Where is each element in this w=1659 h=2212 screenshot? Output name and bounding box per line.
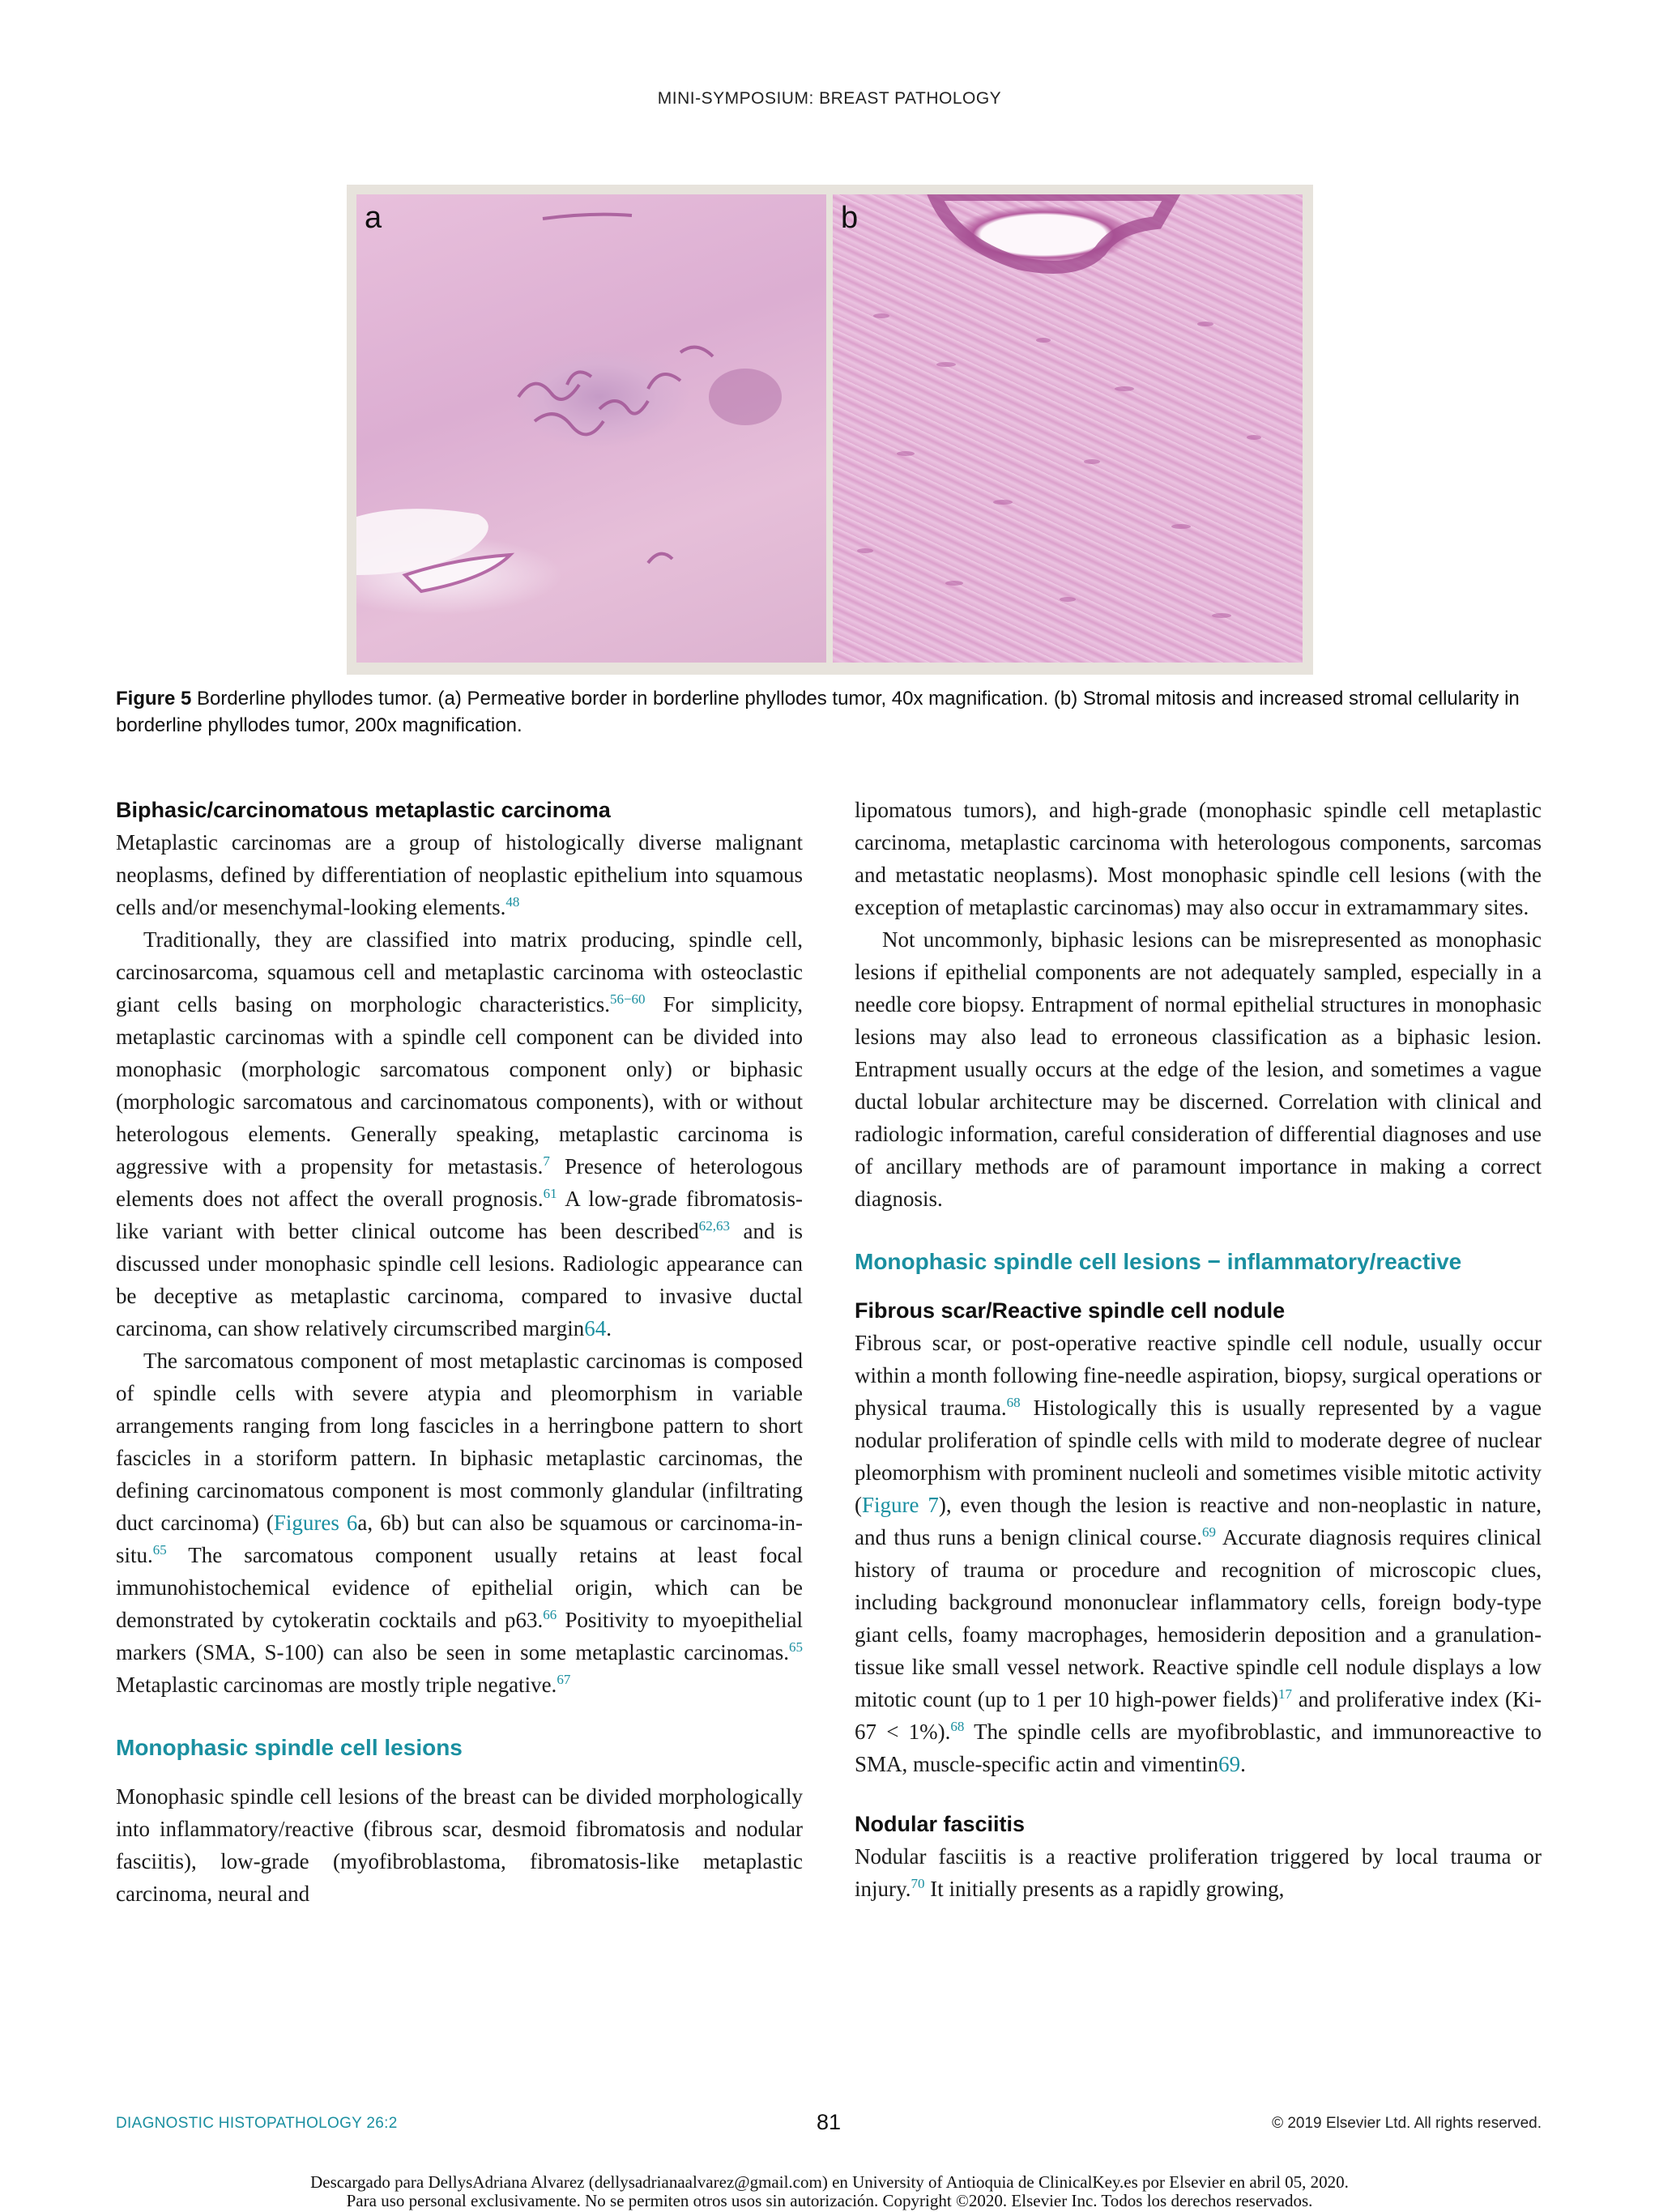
page-footer — [116, 2112, 1542, 2136]
subsection-heading-fibrous-scar: Fibrous scar/Reactive spindle cell nodule — [855, 1298, 1286, 1323]
micrograph-a-drawing — [356, 194, 826, 663]
section-heading-biphasic: Biphasic/carcinomatous metaplastic carcinoma — [116, 798, 611, 822]
right-column — [855, 794, 1542, 1905]
citation[interactable]: 7 — [543, 1153, 550, 1169]
paragraph: lipomatous tumors), and high-grade (monophasic spindle cell metaplastic carcinoma, metaplastic carcinoma with heterologous components, sarcomas and metastatic neoplasms). Most monophasic spindle cell lesions (with the exception of metaplastic carcinomas) may also occur in extramammary sites. — [855, 798, 1542, 919]
paragraph: Fibrous scar, or post-operative reactive spindle cell nodule, usually occur within a month following fine-needle aspiration, biopsy, surgical operations or physical trauma.$^{68}$ Histologically this is usually represented by a vague nodular proliferation of spindle cells with mild to moderate degree of nuclear pleomorphism with prominent nucleoli and sometimes visible mitotic activity (Figure 7), even though the lesion is reactive and non-neoplastic in nature, and thus runs a benign clinical course.$^{69}$ Accurate diagnosis requires clinical history of trauma or procedure and recognition of microscopic clues, including background mononuclear inflammatory cells, foreign body-type giant cells, foamy macrophages, hemosiderin deposition and a granulation-tissue like small vessel network. Reactive spindle cell nodule displays a low mitotic count (up to 1 per 10 high-power fields)$^{17}$ and proliferative index (Ki-67 < 1%).$^{68}$ The spindle cells are myofibroblastic, and immunoreactive to SMA, muscle-specific actin and vimentin69. — [855, 1331, 1542, 1776]
citation[interactable]: 61 — [543, 1186, 557, 1201]
caption-text: Borderline phyllodes tumor. (a) Permeative border in borderline phyllodes tumor, 40x magnification. (b) Stromal mitosis and increased stromal cellularity in borderline phyllodes tumor, 200x magnification. — [116, 688, 1520, 736]
copyright-notice: © 2019 Elsevier Ltd. All rights reserved. — [1272, 2115, 1542, 2132]
paragraph: Metaplastic carcinomas are a group of histologically diverse malignant neoplasms, defined by differentiation of neoplastic epithelium into squamous cells and/or mesenchymal-looking elements.$^{48}$ — [116, 830, 803, 919]
micrograph-panel-b — [833, 194, 1303, 663]
paragraph: Traditionally, they are classified into matrix producing, spindle cell, carcinosarcoma, squamous cell and metaplastic carcinoma with osteoclastic giant cells basing on morphologic characteristics.$^{56-60}$ For simplicity, metaplastic carcinomas with a spindle cell component can be divided into monophasic (morphologic sarcomatous component only) or biphasic (morphologic sarcomatous and carcinomatous components), with or without heterologous elements. Generally speaking, metaplastic carcinoma is aggressive with a propensity for metastasis.$^7$ Presence of heterologous elements does not affect the overall prognosis.$^{61}$ A low-grade fibromatosis-like variant with better clinical outcome has been described$^{62,63}$ and is discussed under monophasic spindle cell lesions. Radiologic appearance can be deceptive as metaplastic carcinoma, compared to invasive ductal carcinoma, can show relatively circumscribed margin64. — [116, 927, 804, 1340]
figure-caption — [116, 685, 1542, 739]
paragraph: Monophasic spindle cell lesions of the breast can be divided morphologically into inflammatory/reactive (fibrous scar, desmoid fibromatosis and nodular fasciitis), low-grade (myofibroblastoma, fibromatosis-like metaplastic carcinoma, neural and — [116, 1784, 803, 1906]
citation[interactable]: 69 — [1202, 1524, 1217, 1540]
micrograph-b-drawing — [833, 194, 1303, 663]
citation[interactable]: 68 — [1006, 1395, 1021, 1410]
citation[interactable]: 67 — [557, 1672, 571, 1687]
figure-link[interactable]: Figure 7 — [862, 1493, 939, 1517]
citation[interactable]: 65 — [152, 1542, 167, 1558]
figure-5 — [347, 185, 1313, 675]
citation[interactable]: 48 — [505, 894, 520, 910]
paragraph: The sarcomatous component of most metaplastic carcinomas is composed of spindle cells with severe atypia and pleomorphism in variable arrangements ranging from long fascicles in a herringbone pattern to short fascicles in a storiform pattern. In biphasic metaplastic carcinomas, the defining carcinomatous component is most commonly glandular (infiltrating duct carcinoma) (Figures 6a, 6b) but can also be squamous or carcinoma-in-situ.$^{65}$ The sarcomatous component usually retains at least focal immunohistochemical evidence of epithelial origin, which can be demonstrated by cytokeratin cocktails and p63.66 Positivity to myoepithelial markers (SMA, S-100) can also be seen in some metaplastic carcinomas.$^{65}$ Metaplastic carcinomas are mostly triple negative.$^{67}$ — [116, 1349, 804, 1697]
left-column — [116, 794, 803, 1910]
citation[interactable]: 62 — [698, 1218, 713, 1234]
journal-name: DIAGNOSTIC HISTOPATHOLOGY 26:2 — [116, 2115, 398, 2132]
running-head: MINI-SYMPOSIUM: BREAST PATHOLOGY — [657, 89, 1002, 108]
section-heading-inflammatory: Monophasic spindle cell lesions − inflammatory/reactive — [855, 1249, 1462, 1274]
panel-label-a: a — [365, 201, 382, 235]
paragraph: Nodular fasciitis is a reactive proliferation triggered by local trauma or injury.$^{70}$ It initially presents as a rapidly growing, — [855, 1844, 1542, 1901]
download-notice — [0, 2173, 1659, 2210]
panel-label-b: b — [841, 201, 859, 235]
subsection-heading-nodular-fasciitis: Nodular fasciitis — [855, 1812, 1026, 1836]
download-notice-line-2: Para uso personal exclusivamente. No se permiten otros usos sin autorización. Copyright ©2020. Elsevier Inc. Todos los derechos reservados. — [346, 2191, 1313, 2210]
citation[interactable]: 17 — [1278, 1686, 1293, 1702]
citation[interactable]: 66 — [543, 1607, 557, 1622]
reference-link[interactable]: 69 — [1218, 1752, 1241, 1776]
caption-label: Figure 5 — [116, 688, 192, 710]
citation[interactable]: 68 — [950, 1719, 965, 1734]
figure-link[interactable]: Figures 6 — [273, 1511, 358, 1535]
citation[interactable]: 63 — [716, 1218, 730, 1234]
micrograph-panel-a — [356, 194, 826, 663]
section-heading-monophasic: Monophasic spindle cell lesions — [116, 1735, 463, 1760]
page-number: 81 — [816, 2110, 842, 2134]
download-notice-line-1: Descargado para DellysAdriana Alvarez (dellysadrianaalvarez@gmail.com) en University of Antioquia de ClinicalKey.es por Elsevier en abril 05, 2020. — [310, 2172, 1349, 2192]
citation[interactable]: 65 — [789, 1639, 803, 1655]
citation[interactable]: 70 — [911, 1876, 925, 1891]
paragraph: Not uncommonly, biphasic lesions can be misrepresented as monophasic lesions if epithelial components are not adequately sampled, especially in a needle core biopsy. Entrapment of normal epithelial structures in monophasic lesions may also lead to erroneous classification as a biphasic lesion. Entrapment usually occurs at the edge of the lesion, and sometimes a vague ductal lobular architecture may be discerned. Correlation with clinical and radiologic information, careful consideration of differential diagnoses and use of ancillary methods are of paramount importance in making a correct diagnosis. — [855, 927, 1542, 1211]
citation-separator: , — [712, 1218, 716, 1234]
citation[interactable]: 56−60 — [609, 991, 646, 1007]
reference-link[interactable]: 64 — [584, 1316, 607, 1340]
